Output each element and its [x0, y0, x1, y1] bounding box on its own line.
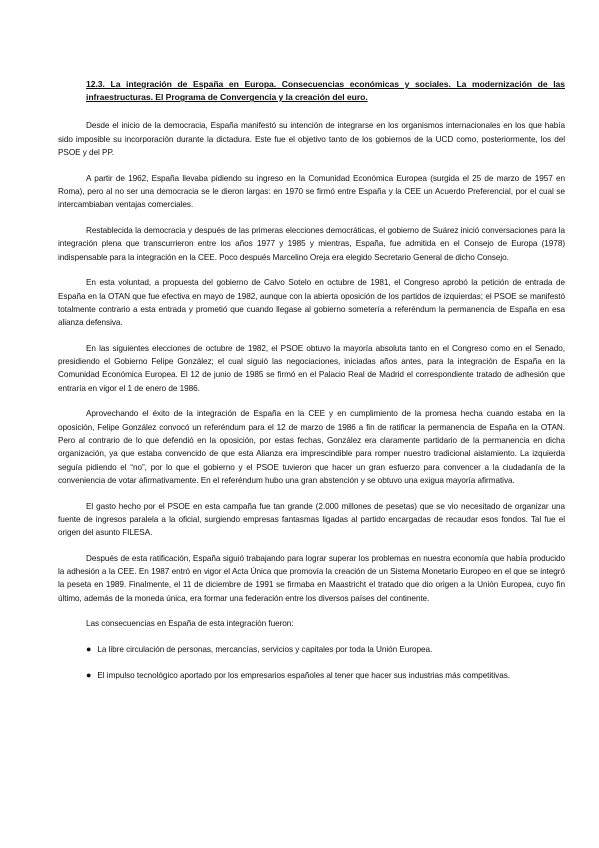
paragraph: El gasto hecho por el PSOE en esta campaña fue tan grande (2.000 millones de pesetas) que se vio necesitado de organizar una fuente de ingresos paralela a la oficial, surgiendo empresas fantasmas ligadas al partido encargadas de recaudar esos fondos. Tal fue el origen del asunto FILESA.: [58, 501, 565, 538]
paragraph: En las siguientes elecciones de octubre de 1982, el PSOE obtuvo la mayoría absoluta tanto en el Congreso como en el Senado, presidiendo el Gobierno Felipe González; el cual siguió las negociaciones, iniciadas años antes, para la integración de España en la Comunidad Económica Europea. El 12 de junio de 1985 se firmó en el Palacio Real de Madrid el correspondiente tratado de adhesión que entraría en vigor el 1 de enero de 1986.: [58, 343, 565, 393]
document-body: [58, 78, 565, 695]
paragraph: Después de esta ratificación, España siguió trabajando para lograr superar los problemas en nuestra economía que había producido la adhesión a la CEE. En 1987 entró en vigor el Acta Única que promovía la creación de un Sistema Monetario Europeo en el que se integró la peseta en 1989. Finalmente, el 11 de diciembre de 1991 se firmaba en Maastricht el tratado que dio origen a la Unión Europea, cuyo fin último, además de la moneda única, era formar una federación entre los diversos países del continente.: [58, 553, 565, 603]
paragraph: En esta voluntad, a propuesta del gobierno de Calvo Sotelo en octubre de 1981, el Congreso aprobó la petición de entrada de España en la OTAN que fue efectiva en mayo de 1982, aunque con la abierta oposición de los partidos de izquierdas; el PSOE se manifestó totalmente contrario a esta entrada y prometió que cuando llegase al gobierno sometería a referéndum la permanencia de España en esa alianza defensiva.: [58, 278, 565, 328]
paragraph: Restablecida la democracia y después de las primeras elecciones democráticas, el gobierno de Suárez inició conversaciones para la integración plena que transcurrieron entre los años 1977 y 1985 y mientras, España, fue admitida en el Consejo de Europa (1978) indispensable para la integración en la CEE. Poco después Marcelino Oreja era elegido Secretario General de dicho Consejo.: [58, 225, 565, 262]
bullet-icon: ●: [86, 644, 92, 655]
list-intro: Las consecuencias en España de esta integración fueron:: [86, 619, 294, 629]
list-item-text: La libre circulación de personas, mercancías, servicios y capitales por toda la Unión Europea.: [97, 645, 433, 655]
list-item: [58, 669, 565, 682]
bullet-icon: ●: [86, 669, 92, 680]
paragraph: Desde el inicio de la democracia, España manifestó su intención de integrarse en los organismos internacionales en los que había sido imposible su incorporación durante la dictadura. Este fue el objetivo tanto de los gobiernos de la UCD como, posteriormente, los del PSOE y del PP.: [58, 121, 565, 157]
list-item-text: El impulso tecnológico aportado por los empresarios españoles al tener que hacer sus industrias más competitivas.: [97, 670, 510, 680]
paragraph: Aprovechando el éxito de la integración de España en la CEE y en cumplimiento de la promesa hecha cuando estaba en la oposición, Felipe González convocó un referéndum para el 12 de marzo de 1986 a fin de ratificar la permanencia de España en la OTAN. Pero al contrario de lo que defendió en la oposición, por estas fechas, González era claramente partidario de la permanencia en dicha organización, ya que estaba convencido de que esta Alianza era imprescindible para romper nuestro tradicional aislamiento. La izquierda seguía pidiendo el “no”, por lo que el gobierno y el PSOE tuvieron que hacer un gran esfuerzo para convencer a la ciudadanía de la conveniencia de votar afirmativamente. En el referéndum hubo una gran abstención y se obtuvo una exigua mayoría afirmativa.: [58, 409, 565, 485]
list-item: [58, 643, 565, 656]
section-title: 12.3. La integración de España en Europa. Consecuencias económicas y sociales. La modernización de las infraestructuras. El Programa de Convergencia y la creación del euro.: [86, 79, 565, 103]
paragraph: A partir de 1962, España llevaba pidiendo su ingreso en la Comunidad Económica Europea (surgida el 25 de marzo de 1957 en Roma), pero al no ser una democracia se le dieron largas: en 1970 se firmó entre España y la CEE un Acuerdo Preferencial, por el cual se intercambiaban ventajas comerciales.: [58, 173, 565, 210]
